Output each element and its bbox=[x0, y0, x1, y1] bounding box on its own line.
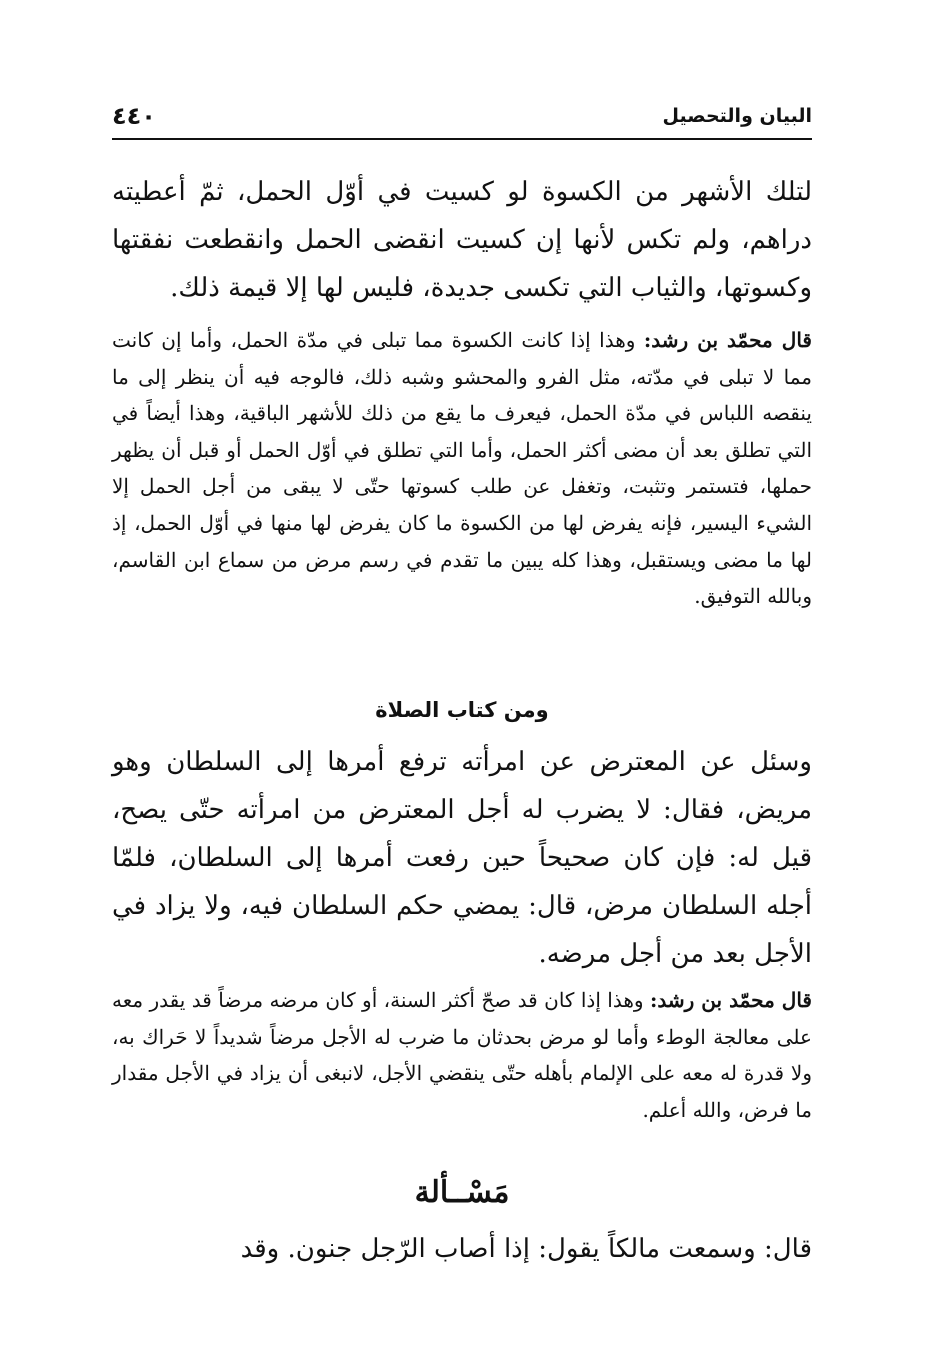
running-header bbox=[112, 98, 812, 134]
paragraph-5: قال: وسمعت مالكاً يقول: إذا أصاب الرّجل جنون. وقد bbox=[240, 1234, 812, 1264]
paragraph-2 bbox=[112, 322, 812, 615]
masala-heading: مَسْــألة bbox=[414, 1175, 510, 1210]
commentary-lead: قال محمّد بن رشد: bbox=[643, 328, 812, 352]
running-title: البيان والتحصيل bbox=[662, 105, 812, 127]
commentary-text: وهذا إذا كانت الكسوة مما تبلى في مدّة الحمل، وأما إن كانت مما لا تبلى في مدّته، مثل الفرو والمحشو وشبه ذلك، فالوجه فيه أن ينظر إلى ما ينقصه اللباس في مدّة الحمل، فيعرف ما يقع من ذلك للأشهر الباقية، وهذا أيضاً في التي تطلق بعد أن مضى أكثر الحمل، وأما التي تطلق في أوّل الحمل أو قبل أن يظهر حملها، فتستمر وتثبت، وتغفل عن طلب كسوتها حتّى لا يبقى من أجل الحمل إلا الشيء اليسير، فإنه يفرض لها من الكسوة ما كان يفرض لها منها في أوّل الحمل، إذ لها ما مضى ويستقبل، وهذا كله يبين ما تقدم في رسم مرض من سماع ابن القاسم، وبالله التوفيق. bbox=[112, 328, 812, 609]
header-rule bbox=[112, 138, 812, 140]
section-heading: ومن كتاب الصلاة bbox=[375, 698, 549, 722]
paragraph-1: لتلك الأشهر من الكسوة لو كسيت في أوّل الحمل، ثمّ أعطيته دراهم، ولم تكس لأنها إن كسيت انقضى الحمل وانقطعت نفقتها وكسوتها، والثياب التي تكسى جديدة، فليس لها إلا قيمة ذلك. bbox=[112, 177, 812, 303]
paragraph-3: وسئل عن المعترض عن امرأته ترفع أمرها إلى السلطان وهو مريض، فقال: لا يضرب له أجل المعترض من امرأته حتّى يصح، قيل له: فإن كان صحيحاً حين رفعت أمرها إلى السلطان، فلمّا أجله السلطان مرض، قال: يمضي حكم السلطان فيه، ولا يزاد في الأجل بعد من أجل مرضه. bbox=[112, 747, 812, 969]
commentary-lead: قال محمّد بن رشد: bbox=[649, 988, 812, 1012]
paragraph-4 bbox=[112, 982, 812, 1128]
commentary-text: وهذا إذا كان قد صحّ أكثر السنة، أو كان مرضه مرضاً قد يقدر معه على معالجة الوطء وأما لو مرض بحدثان ما ضرب له الأجل مرضاً شديداً لا حَراك به، ولا قدرة له معه على الإلمام بأهله حتّى ينقضي الأجل، لانبغى أن يزاد في الأجل مقدار ما فرض، والله أعلم. bbox=[112, 988, 812, 1122]
page-number: ٤٤٠ bbox=[112, 102, 156, 130]
